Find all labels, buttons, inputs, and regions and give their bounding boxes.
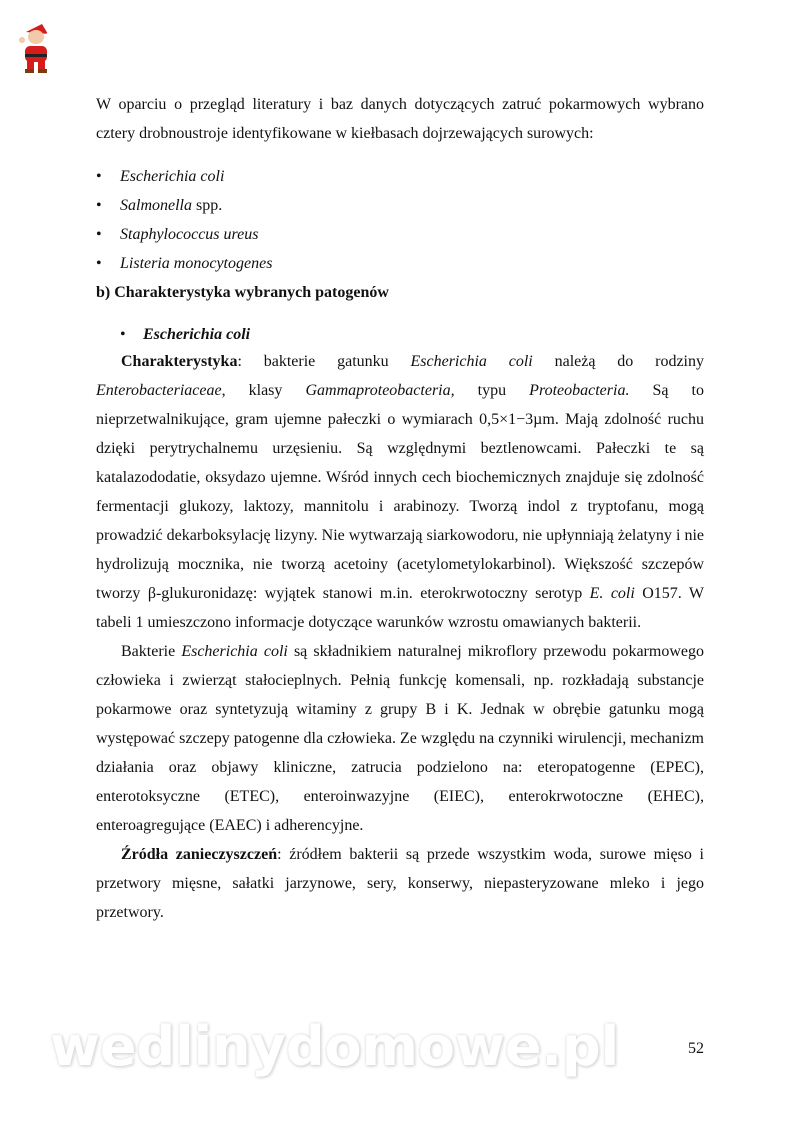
italic-term: Gammaproteobacteria, — [305, 382, 455, 399]
organism-name: Staphylococcus ureus — [120, 226, 259, 243]
italic-term: E. coli — [589, 585, 635, 602]
organism-list — [96, 162, 704, 278]
text: , klasy — [221, 382, 306, 399]
list-item — [96, 249, 704, 278]
italic-term: Enterobacteriaceae — [96, 382, 222, 399]
organism-name: Salmonella — [120, 197, 192, 214]
italic-term: Proteobacteria. — [529, 382, 630, 399]
list-item — [96, 191, 704, 220]
italic-term: Escherichia coli — [181, 643, 288, 660]
body-text — [96, 90, 704, 927]
pathogenicity-paragraph — [96, 637, 704, 840]
italic-term: Escherichia coli — [410, 353, 533, 370]
organism-name: Escherichia coli — [120, 168, 225, 185]
text: Są to nieprzetwalnikujące, gram ujemne pałeczki o wymiarach 0,5×1−3µm. Mają zdolność ruchu dzięki perytrychalnemu urzęsieniu. Są względnymi beztlenowcami. Pałeczki te są katalazododatie, oksydazo ujemne. Wśród innych cech biochemicznych znajduje się zdolność fermentacji glukozy, laktozy, mannitolu i arabinozy. Tworzą indol z tryptofanu, mogą prowadzić dekarboksylację lizyny. Nie wytwarzają siarkowodoru, nie upłynniają żelatyny i nie hydrolizują mocznika, nie tworzą acetoiny (acetylometylokarbinol). Większość szczepów tworzy β-glukuronidazę: wyjątek stanowi m.in. eterokrwotoczny serotyp — [96, 382, 704, 602]
text: należą do rodziny — [532, 353, 705, 370]
sources-paragraph — [96, 840, 704, 927]
organism-name: Listeria monocytogenes — [120, 255, 273, 272]
text: : bakterie gatunku — [237, 353, 411, 370]
characteristics-paragraph — [96, 347, 704, 637]
label: Źródła zanieczyszczeń — [121, 846, 278, 863]
text: : źródłem bakterii są przede wszystkim woda, surowe mięso i przetwory mięsne, sałatki jarzynowe, sery, konserwy, niepasteryzowane mleko i jego przetwory. — [96, 846, 704, 921]
organism-suffix: spp. — [192, 197, 223, 214]
list-item — [96, 220, 704, 249]
watermark: wedlinydomowe.pl — [50, 1015, 620, 1078]
text: O157. W tabeli 1 umieszczono informacje dotyczące warunków wzrostu omawianych bakterii. — [96, 585, 704, 631]
santa-clipart-icon — [12, 18, 60, 78]
text: Bakterie — [121, 643, 182, 660]
section-heading: b) Charakterystyka wybranych patogenów — [96, 284, 389, 301]
subsection-heading — [96, 320, 704, 349]
text: typu — [454, 382, 530, 399]
intro-paragraph: W oparciu o przegląd literatury i baz danych dotyczących zatruć pokarmowych wybrano cztery drobnoustroje identyfikowane w kiełbasach dojrzewających surowych: — [96, 96, 704, 142]
text: są składnikiem naturalnej mikroflory przewodu pokarmowego człowieka i zwierząt stałocieplnych. Pełnią funkcję komensali, np. rozkładają substancje pokarmowe oraz syntetyzują witaminy z grupy B i K. Jednak w obrębie gatunku mogą występować szczepy patogenne dla człowieka. Ze względu na czynniki wirulencji, mechanizm działania oraz objawy kliniczne, zatrucia podzielono na: eteropatogenne (EPEC), enterotoksyczne (ETEC), enteroinwazyjne (EIEC), enterokrwotoczne (EHEC), enteroagregujące (EAEC) i adherencyjne. — [96, 643, 704, 834]
label: Charakterystyka — [121, 353, 238, 370]
list-item — [96, 162, 704, 191]
page-number: 52 — [688, 1040, 704, 1057]
subheading-text: Escherichia coli — [143, 326, 251, 343]
